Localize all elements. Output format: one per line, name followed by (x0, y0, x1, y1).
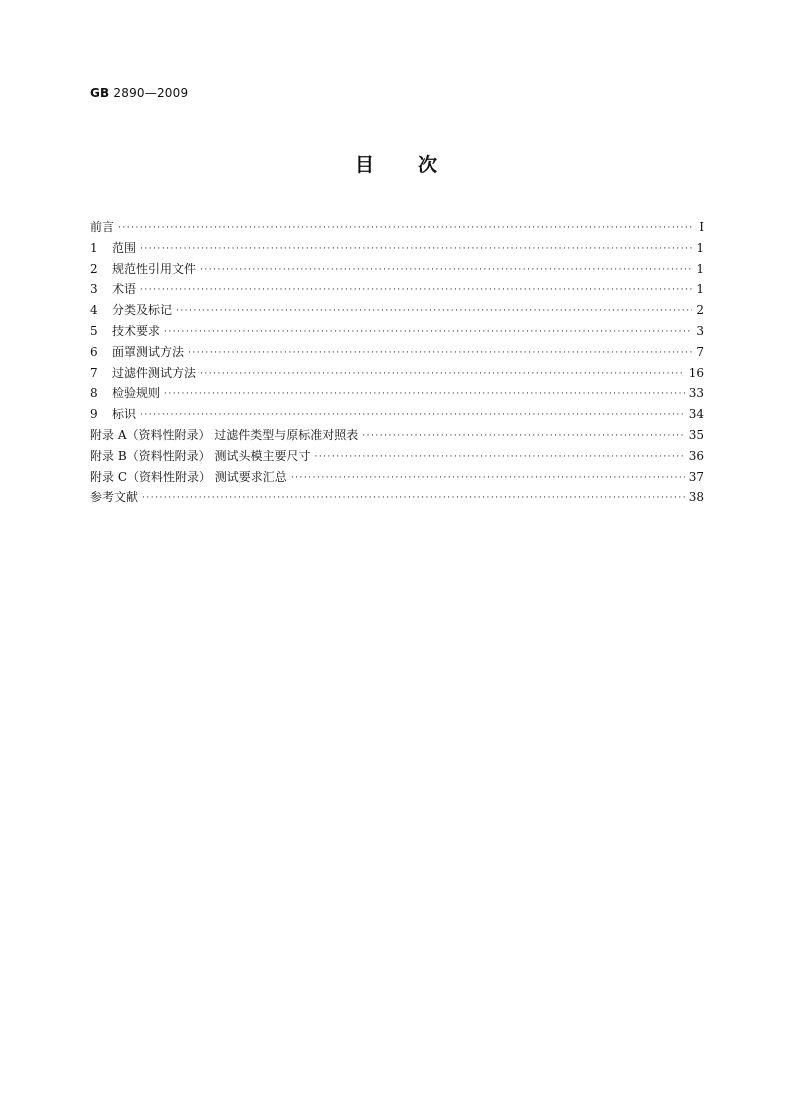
standard-prefix: GB (90, 86, 110, 100)
toc-entry-page: Ⅰ (699, 220, 704, 234)
toc-entry-title: 分类及标记 (112, 303, 173, 318)
toc-entry-foreword[interactable] (90, 218, 704, 239)
toc-entry-label (90, 260, 200, 277)
toc-entry-appendix-a[interactable] (90, 426, 704, 447)
page-title: 目次 (354, 154, 481, 176)
standard-number: 2890—2009 (113, 86, 189, 100)
toc-entry-number: 5 (90, 323, 98, 338)
toc-leader-dots (188, 347, 692, 359)
toc-entry-appendix-b[interactable] (90, 447, 704, 468)
toc-entry-label: 附录 C（资料性附录） 测试要求汇总 (90, 469, 287, 484)
toc-entry-number: 6 (90, 344, 98, 359)
toc-entry-title: 范围 (112, 240, 137, 255)
toc-entry-page: 7 (696, 344, 704, 359)
toc-entry-appendix-c[interactable] (90, 468, 704, 489)
toc-entry-page: 37 (688, 469, 704, 484)
toc-entry-page: 1 (696, 261, 704, 276)
toc-entry-3[interactable] (90, 280, 704, 301)
toc-entry-label (90, 384, 164, 401)
toc-entry-page: 1 (696, 240, 704, 255)
toc-entry-label: 参考文献 (90, 490, 139, 505)
toc-entry-4[interactable] (90, 301, 704, 322)
toc-leader-dots (118, 222, 692, 234)
toc-leader-dots (362, 430, 684, 442)
toc-leader-dots (142, 492, 685, 504)
toc-leader-dots (200, 368, 685, 380)
toc-entry-label: 前言 (90, 220, 115, 234)
toc-entry-title: 检验规则 (112, 386, 161, 401)
toc-entry-2[interactable] (90, 260, 704, 281)
toc-entry-label (90, 322, 164, 339)
toc-leader-dots (314, 451, 684, 463)
toc-leader-dots (140, 243, 692, 255)
toc-entry-7[interactable] (90, 364, 704, 385)
toc-entry-page: 2 (696, 303, 704, 318)
toc-entry-label (90, 364, 200, 381)
toc-entry-page: 35 (688, 427, 704, 442)
toc-entry-number: 7 (90, 365, 98, 380)
toc-entry-page: 3 (696, 323, 704, 338)
toc-entry-5[interactable] (90, 322, 704, 343)
toc-entry-label (90, 343, 188, 360)
toc-entry-page: 38 (688, 490, 704, 505)
toc-leader-dots (140, 284, 692, 296)
toc-entry-title: 标识 (112, 407, 137, 422)
toc-entry-label (90, 280, 140, 297)
standard-header (90, 86, 188, 100)
toc-entry-title: 规范性引用文件 (112, 261, 197, 276)
toc-entry-label (90, 239, 140, 256)
toc-entry-8[interactable] (90, 384, 704, 405)
toc-leader-dots (140, 409, 685, 421)
toc-entry-title: 术语 (112, 282, 137, 297)
toc-entry-page: 36 (688, 448, 704, 463)
toc-entry-label (90, 301, 176, 318)
toc-leader-dots (176, 305, 692, 317)
toc-entry-page: 1 (696, 282, 704, 297)
toc-entry-page: 34 (688, 407, 704, 422)
toc-entry-number: 4 (90, 303, 98, 318)
toc-entry-1[interactable] (90, 239, 704, 260)
toc-entry-title: 技术要求 (112, 323, 161, 338)
toc-entry-6[interactable] (90, 343, 704, 364)
toc-entry-number: 2 (90, 261, 98, 276)
toc-entry-number: 9 (90, 407, 98, 422)
table-of-contents (90, 218, 704, 509)
toc-leader-dots (200, 264, 692, 276)
toc-entry-number: 1 (90, 240, 98, 255)
toc-leader-dots (164, 326, 692, 338)
toc-entry-label (90, 405, 140, 422)
toc-entry-title: 过滤件测试方法 (112, 365, 197, 380)
toc-entry-number: 3 (90, 282, 98, 297)
toc-entry-number: 8 (90, 386, 98, 401)
toc-entry-page: 16 (688, 365, 704, 380)
toc-entry-label: 附录 A（资料性附录） 过滤件类型与原标准对照表 (90, 427, 359, 442)
toc-entry-title: 面罩测试方法 (112, 344, 185, 359)
toc-entry-9[interactable] (90, 405, 704, 426)
toc-leader-dots (164, 388, 685, 400)
toc-entry-references[interactable] (90, 488, 704, 509)
toc-entry-page: 33 (688, 386, 704, 401)
toc-leader-dots (291, 472, 685, 484)
toc-entry-label: 附录 B（资料性附录） 测试头模主要尺寸 (90, 448, 311, 463)
